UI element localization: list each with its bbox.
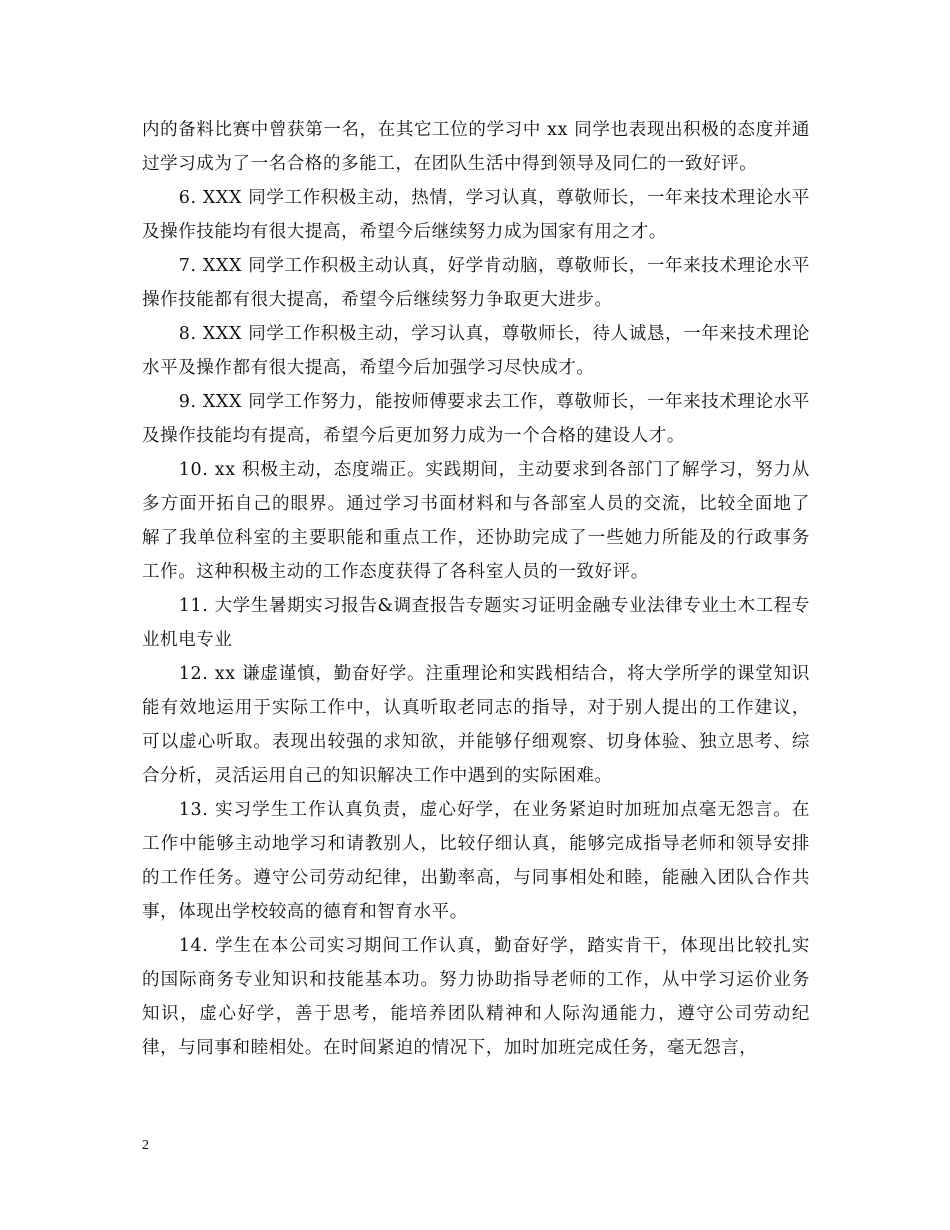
paragraph-item-7: 7. XXX 同学工作积极主动认真，好学肯动脑，尊敬师长，一年来技术理论水平操作技能都有很大提高，希望今后继续努力争取更大进步。 xyxy=(142,256,810,310)
paragraph-item-13: 13. 实习学生工作认真负责，虚心好学，在业务紧迫时加班加点毫无怨言。在工作中能够主动地学习和请教别人，比较仔细认真，能够完成指导老师和领导安排的工作任务。遵守公司劳动纪律，出勤率高，与同事相处和睦，能融入团队合作共事，体现出学校较高的德育和智育水平。 xyxy=(142,800,810,922)
paragraph-item-6: 6. XXX 同学工作积极主动，热情，学习认真，尊敬师长，一年来技术理论水平及操作技能均有很大提高，希望今后继续努力成为国家有用之才。 xyxy=(142,188,810,242)
paragraph-item-11: 11. 大学生暑期实习报告&调查报告专题实习证明金融专业法律专业土木工程专业机电专业 xyxy=(142,596,810,650)
paragraph-item-12: 12. xx 谦虚谨慎，勤奋好学。注重理论和实践相结合，将大学所学的课堂知识能有效地运用于实际工作中，认真听取老同志的指导，对于别人提出的工作建议，可以虚心听取。表现出较强的求知欲，并能够仔细观察、切身体验、独立思考、综合分析，灵活运用自己的知识解决工作中遇到的实际困难。 xyxy=(142,664,810,786)
paragraph-continued: 内的备料比赛中曾获第一名，在其它工位的学习中 xx 同学也表现出积极的态度并通过学习成为了一名合格的多能工，在团队生活中得到领导及同仁的一致好评。 xyxy=(142,120,810,174)
page-number: 2 xyxy=(142,1138,149,1153)
paragraph-item-9: 9. XXX 同学工作努力，能按师傅要求去工作，尊敬师长，一年来技术理论水平及操作技能均有提高，希望今后更加努力成为一个合格的建设人才。 xyxy=(142,392,810,446)
paragraph-item-10: 10. xx 积极主动，态度端正。实践期间，主动要求到各部门了解学习，努力从多方面开拓自己的眼界。通过学习书面材料和与各部室人员的交流，比较全面地了解了我单位科室的主要职能和重点工作，还协助完成了一些她力所能及的行政事务工作。这种积极主动的工作态度获得了各科室人员的一致好评。 xyxy=(142,460,810,582)
document-body xyxy=(142,113,810,1065)
paragraph-item-8: 8. XXX 同学工作积极主动，学习认真，尊敬师长，待人诚恳，一年来技术理论水平及操作都有很大提高，希望今后加强学习尽快成才。 xyxy=(142,324,810,378)
paragraph-item-14: 14. 学生在本公司实习期间工作认真，勤奋好学，踏实肯干，体现出比较扎实的国际商务专业知识和技能基本功。努力协助指导老师的工作，从中学习运价业务知识，虚心好学，善于思考，能培养团队精神和人际沟通能力，遵守公司劳动纪律，与同事和睦相处。在时间紧迫的情况下，加时加班完成任务，毫无怨言， xyxy=(142,936,810,1058)
